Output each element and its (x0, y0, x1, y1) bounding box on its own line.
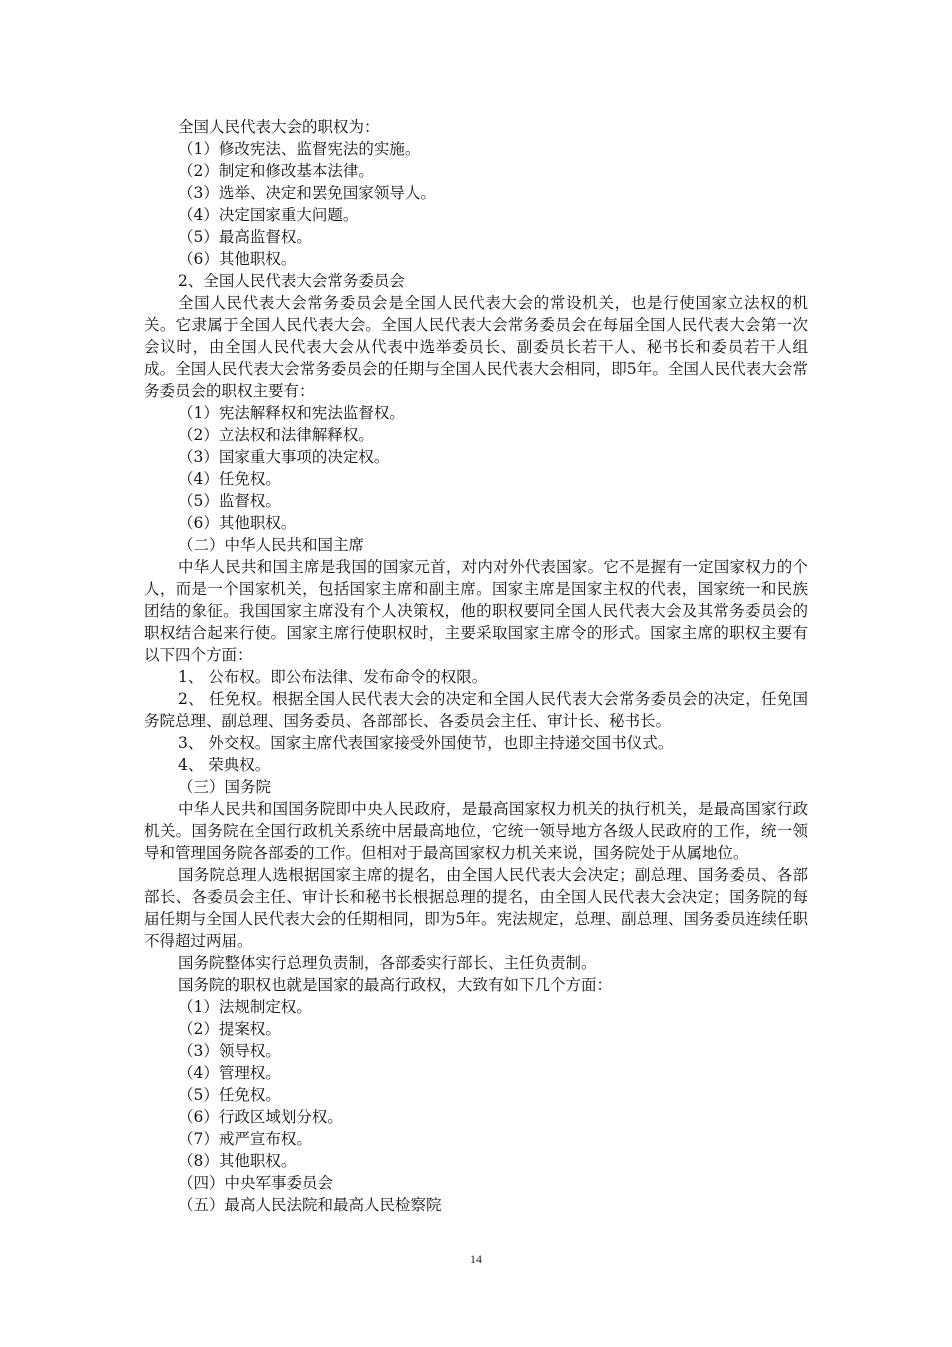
section-heading-president: （二）中华人民共和国主席 (178, 536, 365, 554)
section-heading-npcsc: 2、全国人民代表大会常务委员会 (178, 272, 405, 290)
npc-powers-intro: 全国人民代表大会的职权为： (178, 118, 380, 136)
list-item: 2、 任免权。根据全国人民代表大会的决定和全国人民代表大会常务委员会的决定，任免国务院总理、副总理、国务委员、各部部长、各委员会主任、审计长、秘书长。 (144, 690, 808, 730)
list-item: （4）任免权。 (178, 470, 281, 488)
list-item: 1、 公布权。即公布法律、发布命令的权限。 (178, 668, 488, 686)
list-item: （6）其他职权。 (178, 250, 297, 268)
list-item: （5）最高监督权。 (178, 228, 312, 246)
state-council-paragraph: 国务院的职权也就是国家的最高行政权，大致有如下几个方面： (178, 976, 613, 994)
list-item: （7）戒严宣布权。 (178, 1130, 312, 1148)
npcsc-paragraph: 全国人民代表大会常务委员会是全国人民代表大会的常设机关，也是行使国家立法权的机关。它隶属于全国人民代表大会。全国人民代表大会常务委员会在每届全国人民代表大会第一次会议时，由全国人民代表大会从代表中选举委员长、副委员长若干人、秘书长和委员若干人组成。全国人民代表大会常务委员会的任期与全国人民代表大会相同，即5年。全国人民代表大会常务委员会的职权主要有： (144, 294, 808, 400)
list-item: （2）立法权和法律解释权。 (178, 426, 374, 444)
list-item: （1）修改宪法、监督宪法的实施。 (178, 140, 421, 158)
list-item: （5）任免权。 (178, 1086, 281, 1104)
list-item: （2）制定和修改基本法律。 (178, 162, 374, 180)
list-item: （5）监督权。 (178, 492, 281, 510)
list-item: 3、 外交权。国家主席代表国家接受外国使节，也即主持递交国书仪式。 (178, 734, 674, 752)
state-council-paragraph: 国务院总理人选根据国家主席的提名，由全国人民代表大会决定；副总理、国务委员、各部部长、各委员会主任、审计长和秘书长根据总理的提名，由全国人民代表大会决定；国务院的每届任期与全国人民代表大会的任期相同，即为5年。宪法规定，总理、副总理、国务委员连续任职不得超过两届。 (144, 866, 808, 950)
section-heading-courts: （五）最高人民法院和最高人民检察院 (178, 1196, 442, 1214)
list-item: （3）国家重大事项的决定权。 (178, 448, 390, 466)
list-item: （4）管理权。 (178, 1064, 281, 1082)
document-body (144, 116, 808, 1216)
state-council-paragraph: 国务院整体实行总理负责制，各部委实行部长、主任负责制。 (178, 954, 597, 972)
list-item: （4）决定国家重大问题。 (178, 206, 359, 224)
list-item: （6）其他职权。 (178, 514, 297, 532)
president-paragraph: 中华人民共和国主席是我国的国家元首，对内对外代表国家。它不是握有一定国家权力的个人，而是一个国家机关，包括国家主席和副主席。国家主席是国家主权的代表，国家统一和民族团结的象征。我国国家主席没有个人决策权，他的职权要同全国人民代表大会及其常务委员会的职权结合起来行使。国家主席行使职权时，主要采取国家主席令的形式。国家主席的职权主要有以下四个方面： (144, 558, 808, 664)
list-item: （3）领导权。 (178, 1042, 281, 1060)
list-item: （2）提案权。 (178, 1020, 281, 1038)
list-item: （6）行政区域划分权。 (178, 1108, 343, 1126)
list-item: （8）其他职权。 (178, 1152, 297, 1170)
list-item: （3）选举、决定和罢免国家领导人。 (178, 184, 436, 202)
list-item: （1）宪法解释权和宪法监督权。 (178, 404, 405, 422)
section-heading-state-council: （三）国务院 (178, 778, 272, 796)
list-item: 4、 荣典权。 (178, 756, 271, 774)
section-heading-cmc: （四）中央军事委员会 (178, 1174, 334, 1192)
state-council-paragraph: 中华人民共和国国务院即中央人民政府，是最高国家权力机关的执行机关，是最高国家行政机关。国务院在全国行政机关系统中居最高地位，它统一领导地方各级人民政府的工作，统一领导和管理国务院各部委的工作。但相对于最高国家权力机关来说，国务院处于从属地位。 (144, 800, 808, 862)
list-item: （1）法规制定权。 (178, 998, 312, 1016)
page-number: 14 (470, 1252, 482, 1266)
